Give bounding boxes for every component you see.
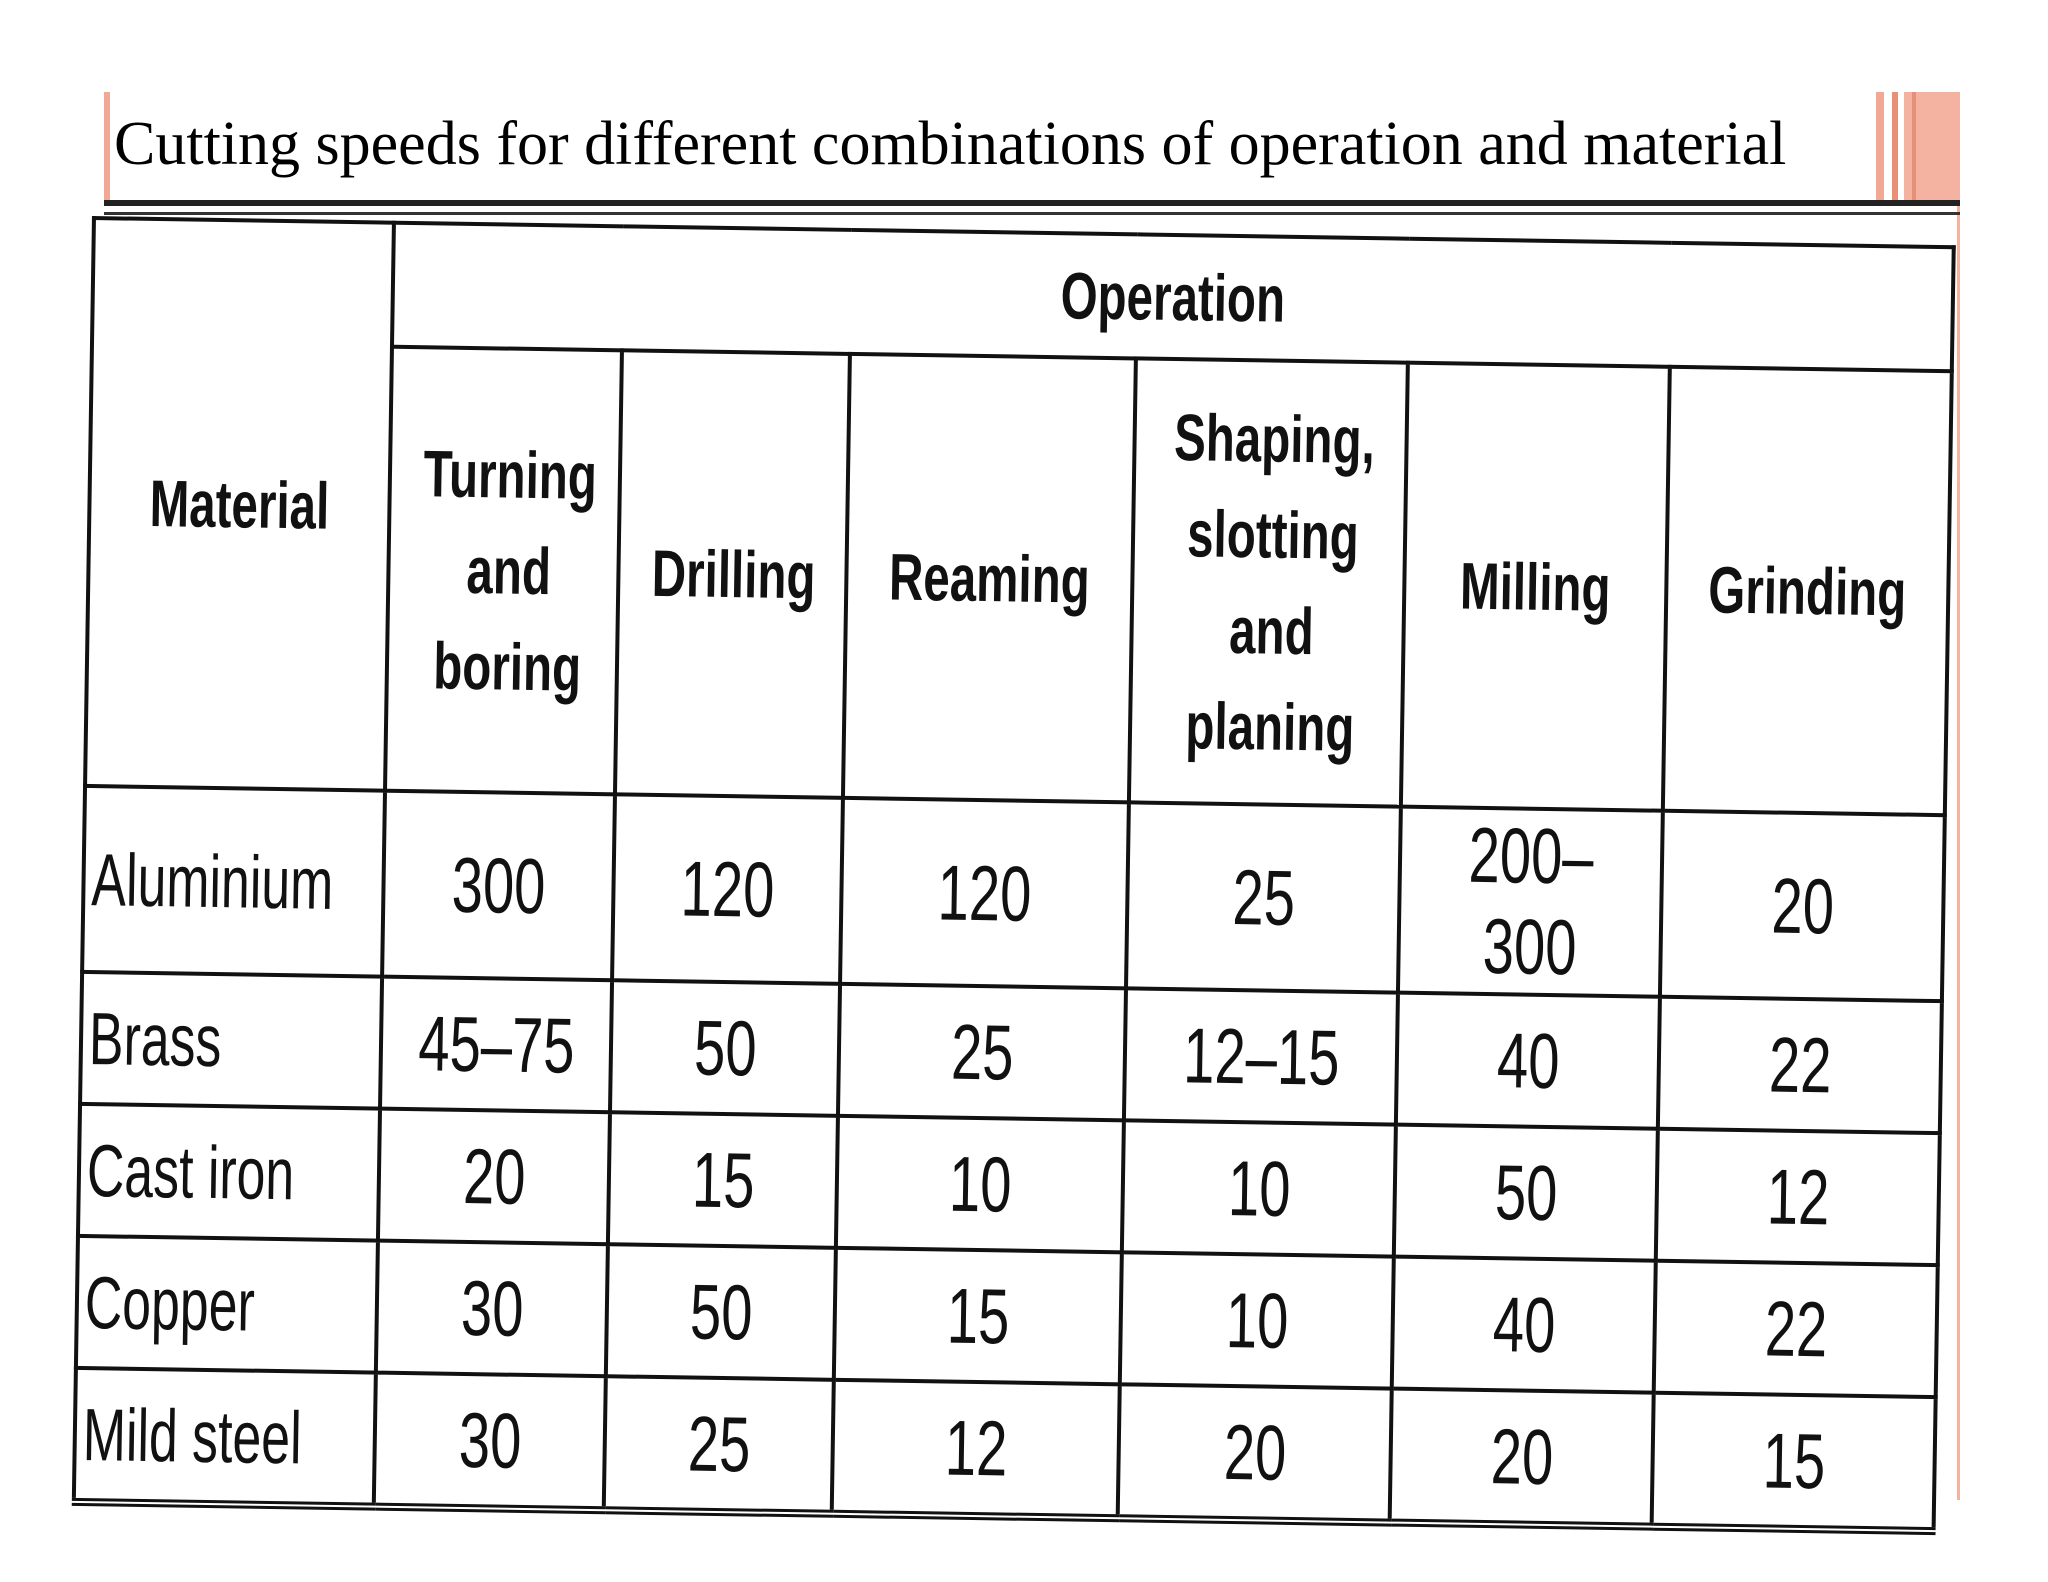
- slide-title: Cutting speeds for different combinations of operation and material: [114, 110, 1787, 178]
- speed-value-cell: 15: [608, 1112, 838, 1248]
- speed-value-cell: 20: [1118, 1384, 1392, 1522]
- speed-value-cell: 50: [610, 980, 840, 1116]
- speed-value-cell: 50: [1394, 1125, 1658, 1261]
- material-cell: Cast iron: [78, 1104, 380, 1241]
- material-column-header: Material: [127, 219, 352, 790]
- speed-value-cell: 12: [1656, 1129, 1940, 1265]
- table-row: [74, 1368, 1936, 1531]
- speed-value-cell: 12–15: [1124, 988, 1398, 1124]
- operation-column-header: Turning and boring: [417, 347, 590, 794]
- speed-value-cell: 40: [1392, 1257, 1656, 1393]
- speed-value-cell: 40: [1396, 993, 1660, 1129]
- material-cell: Aluminium: [82, 786, 385, 977]
- speed-value-cell: 10: [836, 1116, 1124, 1252]
- material-cell: Mild steel: [74, 1368, 376, 1507]
- speed-value-cell: 10: [1122, 1120, 1396, 1256]
- operation-column-header: Drilling: [647, 351, 818, 798]
- speed-value-cell: 45–75: [380, 977, 612, 1113]
- speed-value-cell: 200–300: [1398, 807, 1663, 997]
- speed-value-cell: 25: [1126, 802, 1401, 992]
- speed-value-cell: 20: [378, 1109, 610, 1245]
- speed-value-cell: 10: [1120, 1252, 1394, 1388]
- speed-value-cell: 15: [1652, 1393, 1936, 1531]
- material-cell: Copper: [76, 1236, 378, 1373]
- speed-value-cell: 30: [374, 1373, 606, 1511]
- speed-value-cell: 50: [606, 1244, 836, 1380]
- operation-header: Operation: [610, 226, 1735, 368]
- top-rule-thin: [104, 212, 1960, 215]
- operation-column-header: Grinding: [1702, 367, 1912, 814]
- speed-value-cell: 15: [834, 1248, 1122, 1384]
- speed-value-cell: 12: [832, 1380, 1120, 1518]
- operation-column-header: Milling: [1438, 363, 1634, 810]
- speed-value-cell: 20: [1390, 1389, 1654, 1527]
- frame-right-edge: [1957, 200, 1960, 1500]
- table-scan: [72, 216, 1960, 1525]
- speed-value-cell: 25: [838, 984, 1126, 1120]
- table-row: [82, 786, 1945, 1001]
- speed-value-cell: 120: [612, 794, 843, 984]
- speed-value-cell: 22: [1658, 997, 1942, 1133]
- speed-value-cell: 20: [1660, 811, 1945, 1001]
- speed-value-cell: 120: [840, 798, 1129, 988]
- speed-value-cell: 22: [1654, 1261, 1938, 1397]
- speed-value-cell: 30: [376, 1241, 608, 1377]
- top-rule: [104, 200, 1960, 206]
- accent-bar-left: [104, 92, 110, 200]
- operation-column-header: Reaming: [883, 355, 1096, 802]
- operation-column-header: Shaping, slotting and planing: [1167, 359, 1370, 806]
- cutting-speeds-table: [72, 216, 1956, 1535]
- speed-value-cell: 25: [604, 1376, 834, 1514]
- accent-bars-right: [1876, 92, 1960, 200]
- speed-value-cell: 300: [382, 791, 615, 981]
- material-cell: Brass: [80, 972, 382, 1109]
